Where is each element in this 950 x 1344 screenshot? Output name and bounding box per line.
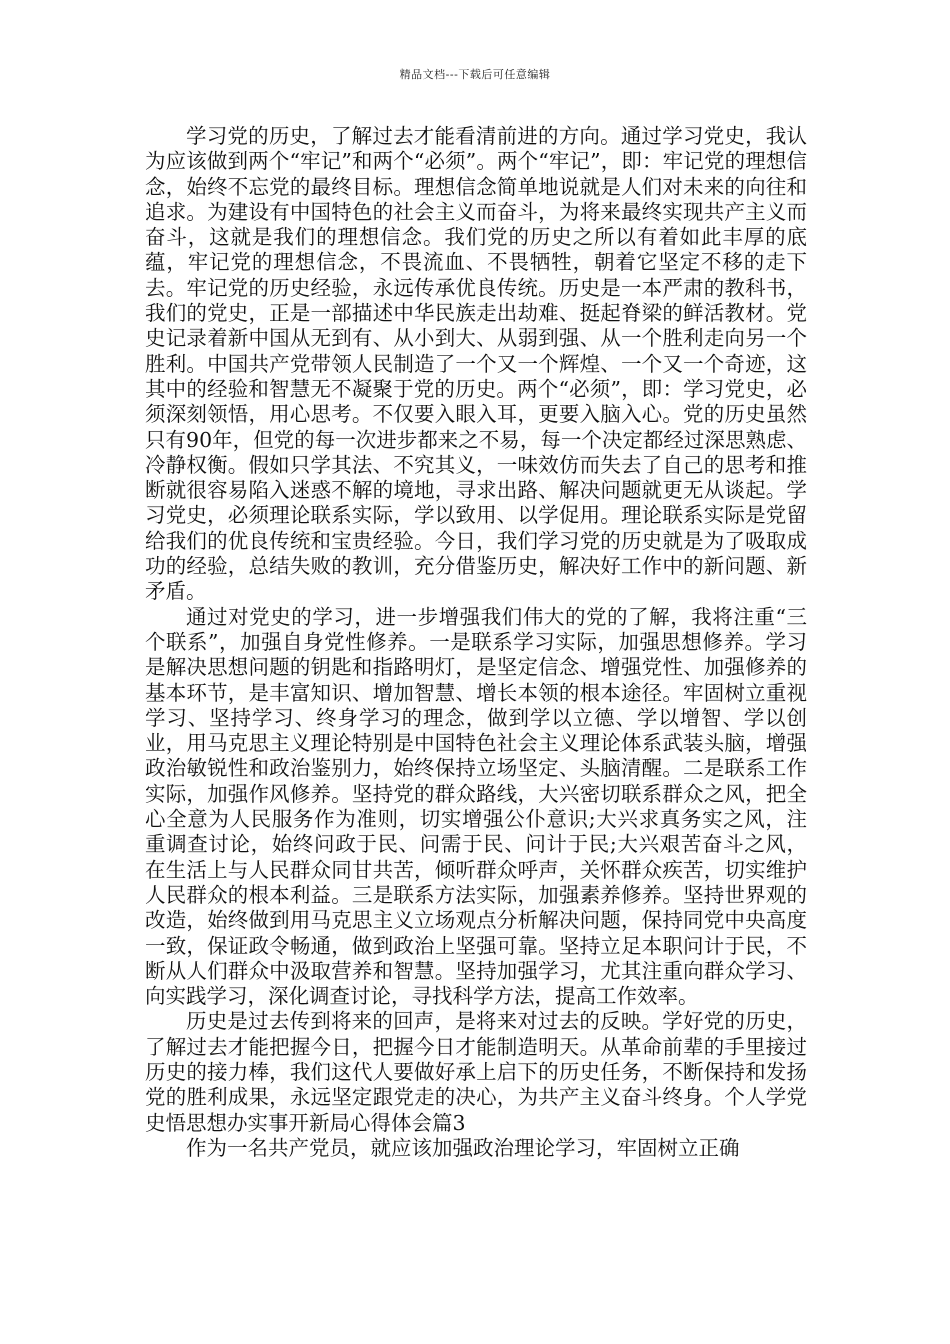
document-body [145, 124, 807, 1161]
paragraph: 作为一名共产党员，就应该加强政治理论学习，牢固树立正确 [186, 1135, 740, 1160]
paragraph: 历史是过去传到将来的回声，是将来对过去的反映。学好党的历史，了解过去才能把握今日，把握今日才能制造明天。从革命前辈的手里接过历史的接力棒，我们这代人要做好承上启下的历史任务，不断保持和发扬党的胜利成果，永远坚定跟党走的决心，为共产主义奋斗终身。个人学党史悟思想办实事开新局心得体会篇3 [145, 1009, 807, 1135]
paragraph: 学习党的历史，了解过去才能看清前进的方向。通过学习党史，我认为应该做到两个“牢记”和两个“必须”。两个“牢记”，即：牢记党的理想信念，始终不忘党的最终目标。理想信念简单地说就是人们对未来的向往和追求。为建设有中国特色的社会主义而奋斗，为将来最终实现共产主义而奋斗，这就是我们的理想信念。我们党的历史之所以有着如此丰厚的底蕴，牢记党的理想信念，不畏流血、不畏牺牲，朝着它坚定不移的走下去。牢记党的历史经验，永远传承优良传统。历史是一本严肃的教科书，我们的党史，正是一部描述中华民族走出劫难、挺起脊梁的鲜活教材。党史记录着新中国从无到有、从小到大、从弱到强、从一个胜利走向另一个胜利。中国共产党带领人民制造了一个又一个辉煌、一个又一个奇迹，这其中的经验和智慧无不凝聚于党的历史。两个“必须”，即：学习党史，必须深刻领悟，用心思考。不仅要入眼入耳，更要入脑入心。党的历史虽然只有90年，但党的每一次进步都来之不易，每一个决定都经过深思熟虑、冷静权衡。假如只学其法、不究其义，一味效仿而失去了自己的思考和推断就很容易陷入迷惑不解的境地，寻求出路、解决问题就更无从谈起。学习党史，必须理论联系实际，学以致用、以学促用。理论联系实际是党留给我们的优良传统和宝贵经验。今日，我们学习党的历史就是为了吸取成功的经验，总结失败的教训，充分借鉴历史，解决好工作中的新问题、新矛盾。 [145, 124, 807, 604]
paragraph: 通过对党史的学习，进一步增强我们伟大的党的了解，我将注重“三个联系”，加强自身党性修养。一是联系学习实际，加强思想修养。学习是解决思想问题的钥匙和指路明灯，是坚定信念、增强党性、加强修养的基本环节，是丰富知识、增加智慧、增长本领的根本途径。牢固树立重视学习、坚持学习、终身学习的理念，做到学以立德、学以增智、学以创业，用马克思主义理论特别是中国特色社会主义理论体系武装头脑，增强政治敏锐性和政治鉴别力，始终保持立场坚定、头脑清醒。二是联系工作实际，加强作风修养。坚持党的群众路线，大兴密切联系群众之风，把全心全意为人民服务作为准则，切实增强公仆意识;大兴求真务实之风，注重调查讨论，始终问政于民、问需于民、问计于民;大兴艰苦奋斗之风，在生活上与人民群众同甘共苦，倾听群众呼声，关怀群众疾苦，切实维护人民群众的根本利益。三是联系方法实际，加强素养修养。坚持世界观的改造，始终做到用马克思主义立场观点分析解决问题，保持同党中央高度一致，保证政令畅通，做到政治上坚强可靠。坚持立足本职问计于民，不断从人们群众中汲取营养和智慧。坚持加强学习，尤其注重向群众学习、向实践学习，深化调查讨论，寻找科学方法，提高工作效率。 [145, 604, 807, 1009]
page-header: 精品文档---下载后可任意编辑 [399, 68, 551, 81]
